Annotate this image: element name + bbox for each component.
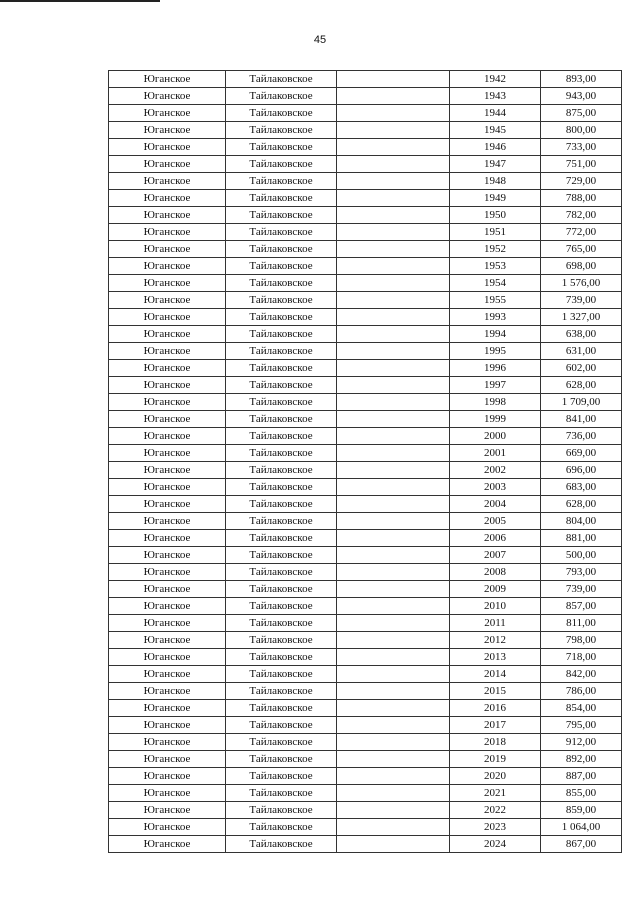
cell-settlement: Тайлаковское bbox=[226, 734, 337, 751]
table-row bbox=[109, 326, 622, 343]
cell-amount: 1 064,00 bbox=[541, 819, 622, 836]
cell-amount: 841,00 bbox=[541, 411, 622, 428]
cell-settlement: Тайлаковское bbox=[226, 241, 337, 258]
cell-year: 2022 bbox=[450, 802, 541, 819]
cell-blank bbox=[337, 836, 450, 853]
table-row bbox=[109, 547, 622, 564]
cell-district: Юганское bbox=[109, 224, 226, 241]
cell-district: Юганское bbox=[109, 88, 226, 105]
cell-amount: 782,00 bbox=[541, 207, 622, 224]
cell-settlement: Тайлаковское bbox=[226, 462, 337, 479]
cell-year: 2012 bbox=[450, 632, 541, 649]
cell-settlement: Тайлаковское bbox=[226, 156, 337, 173]
cell-amount: 811,00 bbox=[541, 615, 622, 632]
table-row bbox=[109, 683, 622, 700]
table-row bbox=[109, 122, 622, 139]
cell-amount: 786,00 bbox=[541, 683, 622, 700]
cell-year: 1942 bbox=[450, 71, 541, 88]
table-row bbox=[109, 479, 622, 496]
cell-year: 2015 bbox=[450, 683, 541, 700]
cell-settlement: Тайлаковское bbox=[226, 615, 337, 632]
cell-amount: 736,00 bbox=[541, 428, 622, 445]
cell-settlement: Тайлаковское bbox=[226, 224, 337, 241]
cell-amount: 793,00 bbox=[541, 564, 622, 581]
table-row bbox=[109, 343, 622, 360]
cell-district: Юганское bbox=[109, 71, 226, 88]
cell-year: 1947 bbox=[450, 156, 541, 173]
cell-settlement: Тайлаковское bbox=[226, 836, 337, 853]
cell-blank bbox=[337, 394, 450, 411]
cell-settlement: Тайлаковское bbox=[226, 785, 337, 802]
table-row bbox=[109, 377, 622, 394]
cell-district: Юганское bbox=[109, 496, 226, 513]
cell-settlement: Тайлаковское bbox=[226, 632, 337, 649]
cell-year: 1998 bbox=[450, 394, 541, 411]
cell-amount: 842,00 bbox=[541, 666, 622, 683]
cell-year: 1951 bbox=[450, 224, 541, 241]
table-row bbox=[109, 156, 622, 173]
cell-district: Юганское bbox=[109, 547, 226, 564]
cell-year: 2009 bbox=[450, 581, 541, 598]
cell-blank bbox=[337, 445, 450, 462]
cell-district: Юганское bbox=[109, 649, 226, 666]
cell-district: Юганское bbox=[109, 683, 226, 700]
top-rule bbox=[0, 0, 160, 2]
cell-year: 1953 bbox=[450, 258, 541, 275]
cell-blank bbox=[337, 258, 450, 275]
cell-year: 1944 bbox=[450, 105, 541, 122]
table-row bbox=[109, 564, 622, 581]
table-row bbox=[109, 751, 622, 768]
cell-blank bbox=[337, 71, 450, 88]
cell-year: 1996 bbox=[450, 360, 541, 377]
cell-district: Юганское bbox=[109, 836, 226, 853]
cell-district: Юганское bbox=[109, 598, 226, 615]
cell-amount: 696,00 bbox=[541, 462, 622, 479]
cell-settlement: Тайлаковское bbox=[226, 207, 337, 224]
table-row bbox=[109, 700, 622, 717]
cell-district: Юганское bbox=[109, 275, 226, 292]
cell-year: 1954 bbox=[450, 275, 541, 292]
cell-year: 1995 bbox=[450, 343, 541, 360]
table-row bbox=[109, 428, 622, 445]
cell-year: 2007 bbox=[450, 547, 541, 564]
cell-amount: 500,00 bbox=[541, 547, 622, 564]
cell-district: Юганское bbox=[109, 479, 226, 496]
cell-district: Юганское bbox=[109, 734, 226, 751]
cell-district: Юганское bbox=[109, 768, 226, 785]
cell-settlement: Тайлаковское bbox=[226, 479, 337, 496]
cell-blank bbox=[337, 360, 450, 377]
table-row bbox=[109, 139, 622, 156]
cell-blank bbox=[337, 343, 450, 360]
table-row bbox=[109, 581, 622, 598]
cell-blank bbox=[337, 241, 450, 258]
cell-blank bbox=[337, 224, 450, 241]
cell-blank bbox=[337, 717, 450, 734]
cell-amount: 718,00 bbox=[541, 649, 622, 666]
cell-settlement: Тайлаковское bbox=[226, 309, 337, 326]
cell-settlement: Тайлаковское bbox=[226, 377, 337, 394]
cell-settlement: Тайлаковское bbox=[226, 411, 337, 428]
cell-year: 1994 bbox=[450, 326, 541, 343]
cell-district: Юганское bbox=[109, 615, 226, 632]
cell-blank bbox=[337, 275, 450, 292]
data-table bbox=[108, 70, 622, 853]
cell-blank bbox=[337, 530, 450, 547]
cell-blank bbox=[337, 768, 450, 785]
cell-amount: 631,00 bbox=[541, 343, 622, 360]
cell-year: 2008 bbox=[450, 564, 541, 581]
cell-amount: 893,00 bbox=[541, 71, 622, 88]
cell-blank bbox=[337, 292, 450, 309]
cell-amount: 698,00 bbox=[541, 258, 622, 275]
cell-amount: 739,00 bbox=[541, 581, 622, 598]
table-row bbox=[109, 224, 622, 241]
cell-year: 2002 bbox=[450, 462, 541, 479]
cell-year: 1943 bbox=[450, 88, 541, 105]
cell-blank bbox=[337, 802, 450, 819]
cell-amount: 733,00 bbox=[541, 139, 622, 156]
cell-year: 2019 bbox=[450, 751, 541, 768]
cell-year: 2004 bbox=[450, 496, 541, 513]
cell-amount: 1 576,00 bbox=[541, 275, 622, 292]
cell-year: 1946 bbox=[450, 139, 541, 156]
table-row bbox=[109, 530, 622, 547]
cell-blank bbox=[337, 326, 450, 343]
cell-district: Юганское bbox=[109, 156, 226, 173]
cell-blank bbox=[337, 547, 450, 564]
table-row bbox=[109, 275, 622, 292]
table-row bbox=[109, 88, 622, 105]
cell-settlement: Тайлаковское bbox=[226, 768, 337, 785]
cell-settlement: Тайлаковское bbox=[226, 530, 337, 547]
table-row bbox=[109, 105, 622, 122]
cell-blank bbox=[337, 751, 450, 768]
cell-settlement: Тайлаковское bbox=[226, 275, 337, 292]
cell-blank bbox=[337, 122, 450, 139]
cell-settlement: Тайлаковское bbox=[226, 445, 337, 462]
cell-blank bbox=[337, 479, 450, 496]
table-row bbox=[109, 71, 622, 88]
cell-settlement: Тайлаковское bbox=[226, 326, 337, 343]
cell-amount: 881,00 bbox=[541, 530, 622, 547]
table-row bbox=[109, 394, 622, 411]
table-row bbox=[109, 190, 622, 207]
cell-amount: 602,00 bbox=[541, 360, 622, 377]
cell-settlement: Тайлаковское bbox=[226, 802, 337, 819]
cell-blank bbox=[337, 666, 450, 683]
table-row bbox=[109, 309, 622, 326]
cell-settlement: Тайлаковское bbox=[226, 649, 337, 666]
cell-blank bbox=[337, 105, 450, 122]
cell-year: 1948 bbox=[450, 173, 541, 190]
cell-district: Юганское bbox=[109, 292, 226, 309]
cell-district: Юганское bbox=[109, 581, 226, 598]
cell-blank bbox=[337, 173, 450, 190]
table-body bbox=[109, 71, 622, 853]
cell-blank bbox=[337, 411, 450, 428]
cell-year: 1950 bbox=[450, 207, 541, 224]
cell-settlement: Тайлаковское bbox=[226, 258, 337, 275]
cell-amount: 739,00 bbox=[541, 292, 622, 309]
cell-blank bbox=[337, 564, 450, 581]
cell-amount: 875,00 bbox=[541, 105, 622, 122]
cell-amount: 887,00 bbox=[541, 768, 622, 785]
cell-district: Юганское bbox=[109, 411, 226, 428]
cell-settlement: Тайлаковское bbox=[226, 190, 337, 207]
cell-district: Юганское bbox=[109, 564, 226, 581]
cell-blank bbox=[337, 377, 450, 394]
cell-blank bbox=[337, 598, 450, 615]
cell-amount: 788,00 bbox=[541, 190, 622, 207]
cell-year: 2016 bbox=[450, 700, 541, 717]
table-row bbox=[109, 241, 622, 258]
cell-year: 1945 bbox=[450, 122, 541, 139]
cell-district: Юганское bbox=[109, 139, 226, 156]
cell-amount: 628,00 bbox=[541, 377, 622, 394]
cell-district: Юганское bbox=[109, 258, 226, 275]
table-row bbox=[109, 462, 622, 479]
cell-settlement: Тайлаковское bbox=[226, 547, 337, 564]
table-row bbox=[109, 632, 622, 649]
cell-settlement: Тайлаковское bbox=[226, 700, 337, 717]
cell-amount: 683,00 bbox=[541, 479, 622, 496]
cell-blank bbox=[337, 496, 450, 513]
cell-blank bbox=[337, 700, 450, 717]
cell-district: Юганское bbox=[109, 241, 226, 258]
cell-amount: 729,00 bbox=[541, 173, 622, 190]
cell-year: 2006 bbox=[450, 530, 541, 547]
cell-amount: 857,00 bbox=[541, 598, 622, 615]
cell-district: Юганское bbox=[109, 513, 226, 530]
cell-blank bbox=[337, 683, 450, 700]
cell-settlement: Тайлаковское bbox=[226, 581, 337, 598]
cell-year: 2024 bbox=[450, 836, 541, 853]
table-row bbox=[109, 717, 622, 734]
cell-district: Юганское bbox=[109, 445, 226, 462]
cell-amount: 867,00 bbox=[541, 836, 622, 853]
cell-year: 1952 bbox=[450, 241, 541, 258]
cell-settlement: Тайлаковское bbox=[226, 683, 337, 700]
cell-year: 2023 bbox=[450, 819, 541, 836]
table-row bbox=[109, 598, 622, 615]
cell-blank bbox=[337, 734, 450, 751]
cell-settlement: Тайлаковское bbox=[226, 173, 337, 190]
cell-blank bbox=[337, 156, 450, 173]
cell-year: 1949 bbox=[450, 190, 541, 207]
table-row bbox=[109, 768, 622, 785]
cell-settlement: Тайлаковское bbox=[226, 394, 337, 411]
cell-year: 2005 bbox=[450, 513, 541, 530]
cell-district: Юганское bbox=[109, 530, 226, 547]
table-row bbox=[109, 836, 622, 853]
table-row bbox=[109, 615, 622, 632]
table-row bbox=[109, 785, 622, 802]
cell-district: Юганское bbox=[109, 207, 226, 224]
cell-district: Юганское bbox=[109, 700, 226, 717]
table-row bbox=[109, 802, 622, 819]
cell-year: 2003 bbox=[450, 479, 541, 496]
cell-district: Юганское bbox=[109, 802, 226, 819]
cell-settlement: Тайлаковское bbox=[226, 598, 337, 615]
cell-blank bbox=[337, 513, 450, 530]
table-row bbox=[109, 292, 622, 309]
cell-year: 2010 bbox=[450, 598, 541, 615]
cell-blank bbox=[337, 190, 450, 207]
cell-settlement: Тайлаковское bbox=[226, 564, 337, 581]
cell-year: 1993 bbox=[450, 309, 541, 326]
cell-district: Юганское bbox=[109, 717, 226, 734]
cell-district: Юганское bbox=[109, 462, 226, 479]
table-row bbox=[109, 666, 622, 683]
table-row bbox=[109, 445, 622, 462]
cell-amount: 795,00 bbox=[541, 717, 622, 734]
cell-district: Юганское bbox=[109, 122, 226, 139]
cell-amount: 800,00 bbox=[541, 122, 622, 139]
cell-settlement: Тайлаковское bbox=[226, 292, 337, 309]
cell-settlement: Тайлаковское bbox=[226, 819, 337, 836]
cell-amount: 772,00 bbox=[541, 224, 622, 241]
cell-amount: 912,00 bbox=[541, 734, 622, 751]
table-row bbox=[109, 360, 622, 377]
cell-amount: 892,00 bbox=[541, 751, 622, 768]
cell-amount: 1 709,00 bbox=[541, 394, 622, 411]
cell-year: 2013 bbox=[450, 649, 541, 666]
cell-year: 2018 bbox=[450, 734, 541, 751]
cell-district: Юганское bbox=[109, 377, 226, 394]
cell-settlement: Тайлаковское bbox=[226, 513, 337, 530]
cell-settlement: Тайлаковское bbox=[226, 71, 337, 88]
page-number: 45 bbox=[313, 34, 327, 46]
cell-district: Юганское bbox=[109, 173, 226, 190]
cell-district: Юганское bbox=[109, 105, 226, 122]
cell-district: Юганское bbox=[109, 326, 226, 343]
cell-blank bbox=[337, 309, 450, 326]
cell-district: Юганское bbox=[109, 360, 226, 377]
cell-year: 1999 bbox=[450, 411, 541, 428]
cell-year: 2014 bbox=[450, 666, 541, 683]
cell-amount: 1 327,00 bbox=[541, 309, 622, 326]
table-row bbox=[109, 513, 622, 530]
cell-district: Юганское bbox=[109, 785, 226, 802]
cell-settlement: Тайлаковское bbox=[226, 666, 337, 683]
cell-district: Юганское bbox=[109, 428, 226, 445]
cell-district: Юганское bbox=[109, 309, 226, 326]
cell-blank bbox=[337, 88, 450, 105]
cell-amount: 855,00 bbox=[541, 785, 622, 802]
cell-amount: 751,00 bbox=[541, 156, 622, 173]
table-row bbox=[109, 649, 622, 666]
cell-blank bbox=[337, 462, 450, 479]
cell-district: Юганское bbox=[109, 343, 226, 360]
cell-year: 2000 bbox=[450, 428, 541, 445]
cell-settlement: Тайлаковское bbox=[226, 428, 337, 445]
cell-blank bbox=[337, 581, 450, 598]
cell-amount: 854,00 bbox=[541, 700, 622, 717]
cell-blank bbox=[337, 649, 450, 666]
cell-blank bbox=[337, 785, 450, 802]
cell-amount: 943,00 bbox=[541, 88, 622, 105]
cell-amount: 628,00 bbox=[541, 496, 622, 513]
cell-year: 1955 bbox=[450, 292, 541, 309]
cell-blank bbox=[337, 615, 450, 632]
cell-year: 2017 bbox=[450, 717, 541, 734]
table-row bbox=[109, 819, 622, 836]
cell-settlement: Тайлаковское bbox=[226, 717, 337, 734]
cell-blank bbox=[337, 632, 450, 649]
cell-amount: 804,00 bbox=[541, 513, 622, 530]
cell-settlement: Тайлаковское bbox=[226, 139, 337, 156]
cell-settlement: Тайлаковское bbox=[226, 105, 337, 122]
cell-amount: 859,00 bbox=[541, 802, 622, 819]
cell-amount: 765,00 bbox=[541, 241, 622, 258]
table-row bbox=[109, 258, 622, 275]
cell-amount: 669,00 bbox=[541, 445, 622, 462]
table-row bbox=[109, 496, 622, 513]
table-row bbox=[109, 173, 622, 190]
cell-settlement: Тайлаковское bbox=[226, 122, 337, 139]
cell-settlement: Тайлаковское bbox=[226, 496, 337, 513]
cell-settlement: Тайлаковское bbox=[226, 751, 337, 768]
cell-blank bbox=[337, 207, 450, 224]
cell-settlement: Тайлаковское bbox=[226, 343, 337, 360]
cell-district: Юганское bbox=[109, 666, 226, 683]
cell-district: Юганское bbox=[109, 190, 226, 207]
cell-blank bbox=[337, 819, 450, 836]
table-row bbox=[109, 207, 622, 224]
cell-settlement: Тайлаковское bbox=[226, 360, 337, 377]
cell-district: Юганское bbox=[109, 819, 226, 836]
cell-district: Юганское bbox=[109, 394, 226, 411]
cell-blank bbox=[337, 428, 450, 445]
cell-amount: 638,00 bbox=[541, 326, 622, 343]
cell-year: 2020 bbox=[450, 768, 541, 785]
cell-district: Юганское bbox=[109, 632, 226, 649]
cell-blank bbox=[337, 139, 450, 156]
cell-district: Юганское bbox=[109, 751, 226, 768]
cell-year: 2021 bbox=[450, 785, 541, 802]
table-row bbox=[109, 411, 622, 428]
cell-year: 1997 bbox=[450, 377, 541, 394]
cell-year: 2001 bbox=[450, 445, 541, 462]
cell-year: 2011 bbox=[450, 615, 541, 632]
cell-settlement: Тайлаковское bbox=[226, 88, 337, 105]
cell-amount: 798,00 bbox=[541, 632, 622, 649]
table-row bbox=[109, 734, 622, 751]
